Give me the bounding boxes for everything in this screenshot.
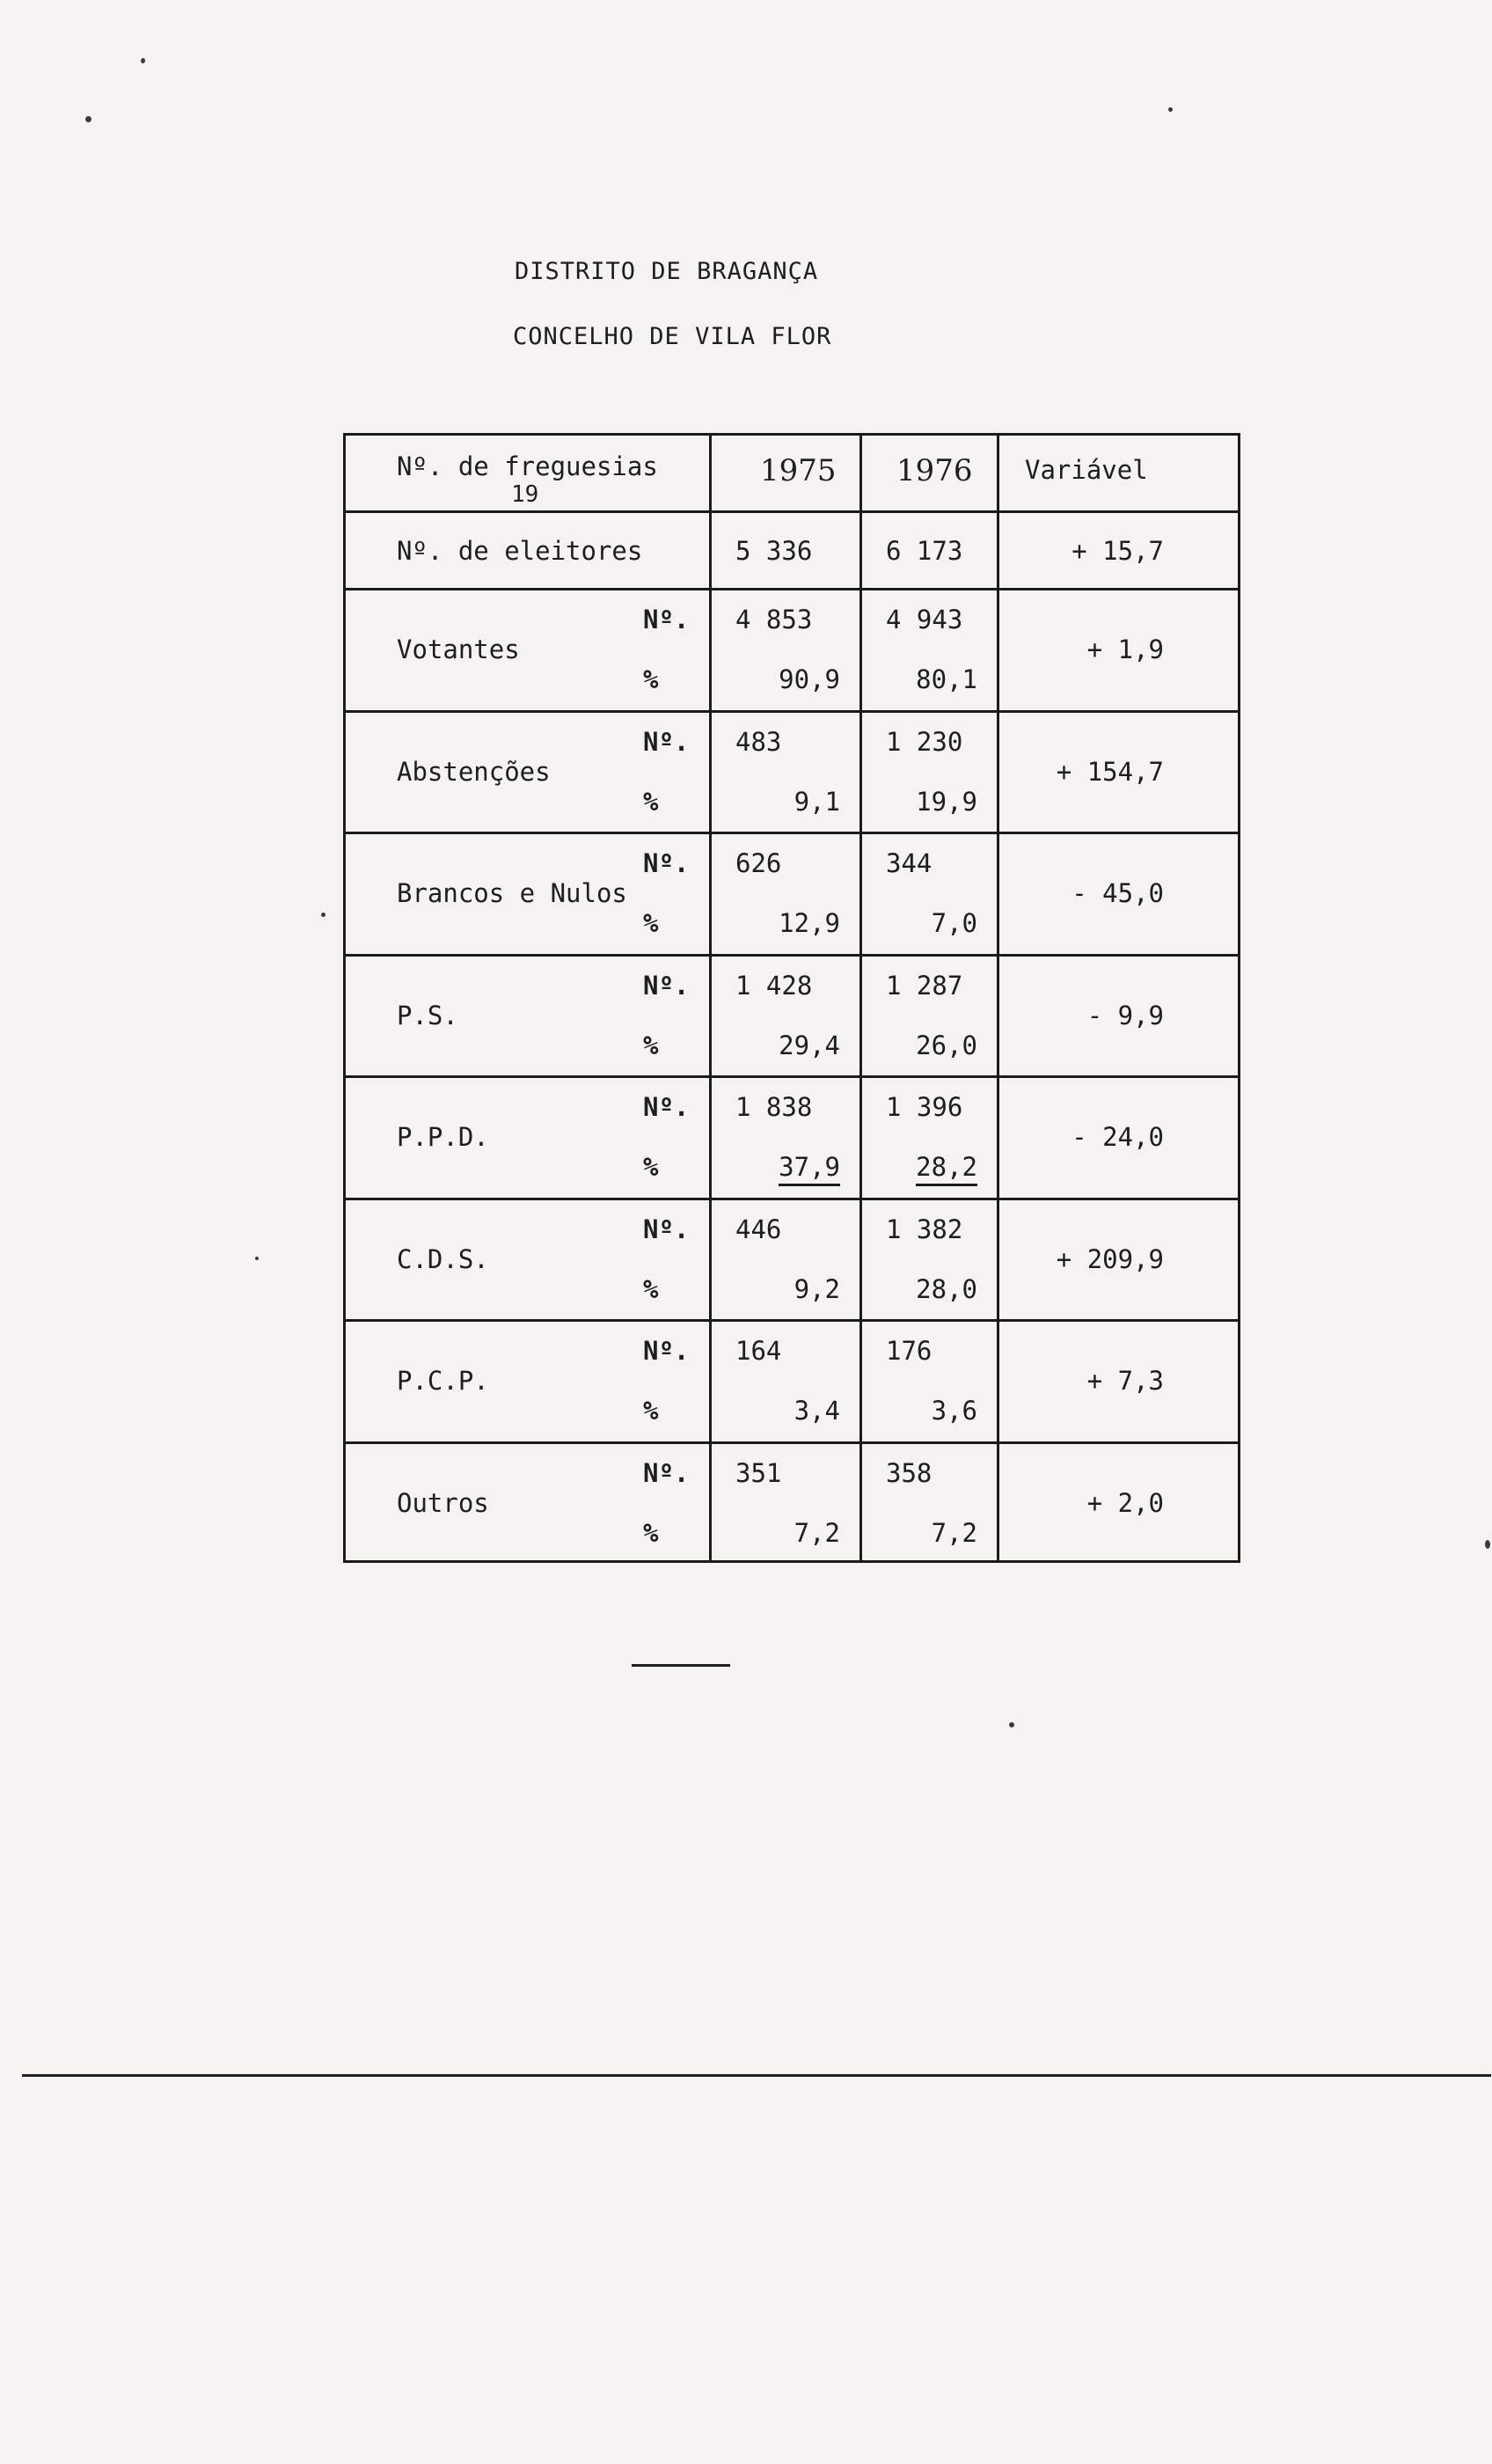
district-title: DISTRITO DE BRAGANÇA — [515, 258, 819, 285]
count-1975: 164 — [735, 1336, 782, 1366]
number-label: Nº. — [643, 1214, 690, 1244]
row-label: Brancos e Nulos — [397, 878, 627, 908]
row-label: P.P.D. — [397, 1122, 489, 1152]
party-row — [346, 957, 1238, 1079]
percent-1976: 26,0 — [916, 1030, 977, 1060]
percent-1976: 19,9 — [916, 786, 977, 817]
count-1975: 351 — [735, 1457, 782, 1488]
short-rule — [632, 1664, 730, 1667]
percent-label: % — [643, 1517, 659, 1548]
percent-1976: 28,0 — [916, 1273, 977, 1304]
row-label: P.C.P. — [397, 1366, 489, 1396]
count-1975: 1 838 — [735, 1092, 813, 1122]
electors-variation: + 15,7 — [1071, 536, 1164, 566]
count-1976: 344 — [886, 848, 933, 878]
percent-1976: 28,2 — [916, 1152, 977, 1186]
percent-1976: 7,2 — [931, 1517, 977, 1548]
scan-speck — [255, 1257, 259, 1260]
row-label: Votantes — [397, 634, 520, 664]
variation-value: - 45,0 — [1071, 878, 1164, 908]
page-bottom-rule — [22, 2074, 1491, 2077]
percent-label: % — [643, 1396, 659, 1426]
count-1975: 483 — [735, 726, 782, 757]
scan-speck — [1485, 1540, 1490, 1549]
scan-speck — [1168, 107, 1173, 112]
count-1976: 1 396 — [886, 1092, 963, 1122]
count-1975: 4 853 — [735, 605, 813, 634]
percent-1975: 90,9 — [779, 664, 840, 694]
percent-1975: 9,1 — [794, 786, 840, 817]
party-row — [346, 834, 1238, 957]
count-1976: 1 287 — [886, 970, 963, 1001]
scan-speck — [1009, 1722, 1014, 1727]
percent-1975: 9,2 — [794, 1273, 840, 1304]
variation-header: Variável — [1025, 455, 1148, 485]
number-label: Nº. — [643, 1336, 690, 1366]
percent-1976: 80,1 — [916, 664, 977, 694]
row-label: P.S. — [397, 1000, 458, 1030]
variation-value: + 154,7 — [1056, 756, 1164, 787]
municipality-title: CONCELHO DE VILA FLOR — [513, 323, 832, 350]
row-label: Outros — [397, 1487, 489, 1518]
scan-speck — [321, 913, 325, 917]
count-1975: 1 428 — [735, 970, 813, 1001]
scan-speck — [85, 116, 91, 122]
party-row — [346, 1200, 1238, 1323]
electors-row — [346, 513, 1238, 590]
percent-1975: 37,9 — [779, 1152, 840, 1186]
percent-1975: 3,4 — [794, 1396, 840, 1426]
percent-1975: 12,9 — [779, 908, 840, 938]
percent-label: % — [643, 908, 659, 938]
percent-1975: 7,2 — [794, 1517, 840, 1548]
election-table — [343, 433, 1240, 1563]
number-label: Nº. — [643, 1092, 690, 1122]
party-row — [346, 590, 1238, 713]
count-1976: 358 — [886, 1457, 933, 1488]
number-label: Nº. — [643, 726, 690, 757]
variation-value: - 24,0 — [1071, 1122, 1164, 1152]
number-label: Nº. — [643, 605, 690, 634]
electors-label: Nº. de eleitores — [397, 536, 643, 566]
percent-label: % — [643, 1152, 659, 1182]
count-1976: 176 — [886, 1336, 933, 1366]
variation-value: + 7,3 — [1086, 1366, 1164, 1396]
number-label: Nº. — [643, 970, 690, 1001]
count-1976: 1 382 — [886, 1214, 963, 1244]
table-header-row — [346, 436, 1238, 513]
count-1976: 1 230 — [886, 726, 963, 757]
number-label: Nº. — [643, 848, 690, 878]
variation-value: + 2,0 — [1086, 1487, 1164, 1518]
electors-1975: 5 336 — [735, 536, 813, 566]
year-1976-header: 1976 — [896, 453, 973, 488]
percent-label: % — [643, 786, 659, 817]
percent-1976: 3,6 — [931, 1396, 977, 1426]
electors-1976: 6 173 — [886, 536, 963, 566]
percent-label: % — [643, 1030, 659, 1060]
year-1975-header: 1975 — [760, 453, 837, 488]
variation-value: + 209,9 — [1056, 1243, 1164, 1274]
party-row — [346, 1444, 1238, 1566]
percent-label: % — [643, 664, 659, 694]
percent-1975: 29,4 — [779, 1030, 840, 1060]
variation-value: + 1,9 — [1086, 634, 1164, 664]
percent-label: % — [643, 1273, 659, 1304]
row-label: C.D.S. — [397, 1243, 489, 1274]
count-1975: 626 — [735, 848, 782, 878]
count-1975: 446 — [735, 1214, 782, 1244]
count-1976: 4 943 — [886, 605, 963, 634]
scan-speck — [141, 58, 145, 63]
parishes-count: 19 — [511, 481, 539, 508]
row-label: Abstenções — [397, 756, 551, 787]
party-row — [346, 1078, 1238, 1200]
number-label: Nº. — [643, 1457, 690, 1488]
percent-1976: 7,0 — [931, 908, 977, 938]
variation-value: - 9,9 — [1086, 1000, 1164, 1030]
party-row — [346, 713, 1238, 835]
parishes-label: Nº. de freguesias — [397, 451, 658, 481]
party-row — [346, 1322, 1238, 1444]
